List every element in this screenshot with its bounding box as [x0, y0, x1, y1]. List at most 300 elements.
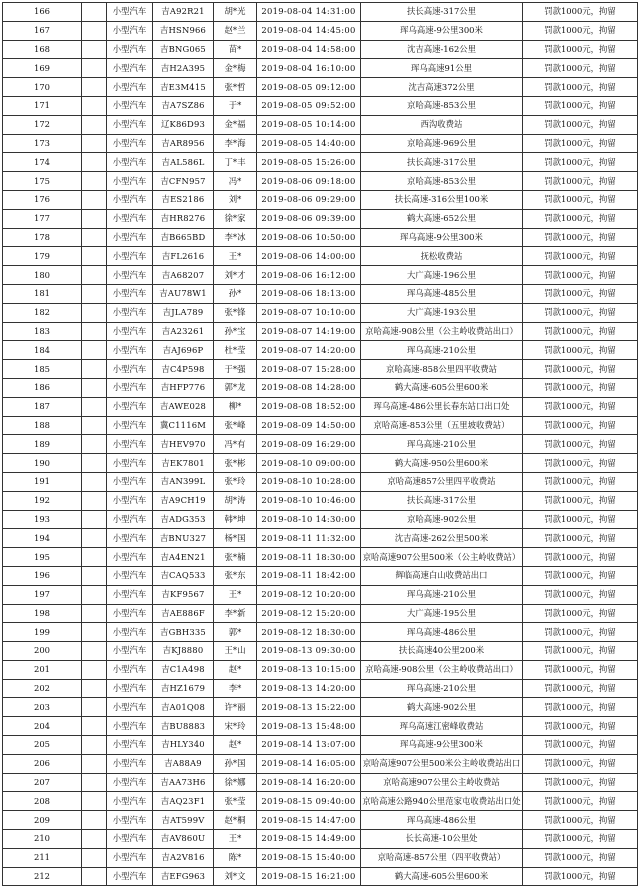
vehicle-type: 小型汽车 — [107, 491, 153, 510]
row-number: 177 — [3, 209, 82, 228]
table-row — [3, 378, 638, 397]
plate-number: 吉HEV970 — [153, 435, 214, 454]
violation-location: 京哈高速907公里500米（公主岭收费站） — [361, 548, 523, 567]
row-number: 185 — [3, 360, 82, 379]
violation-time: 2019-08-11 11:32:00 — [257, 529, 361, 548]
penalty: 罚款1000元，拘留 — [523, 341, 638, 360]
row-number: 182 — [3, 303, 82, 322]
vehicle-type: 小型汽车 — [107, 3, 153, 22]
penalty: 罚款1000元，拘留 — [523, 736, 638, 755]
driver-name: 赵*桐 — [214, 811, 257, 830]
vehicle-type: 小型汽车 — [107, 115, 153, 134]
row-number: 178 — [3, 228, 82, 247]
violation-time: 2019-08-09 16:29:00 — [257, 435, 361, 454]
driver-name: 许*丽 — [214, 698, 257, 717]
violation-time: 2019-08-13 14:20:00 — [257, 679, 361, 698]
violation-time: 2019-08-08 18:52:00 — [257, 397, 361, 416]
plate-number: 吉E3M415 — [153, 78, 214, 97]
vehicle-type: 小型汽车 — [107, 454, 153, 473]
violation-location: 珲乌高速-486公里长春东站口出口处 — [361, 397, 523, 416]
blank-cell — [82, 585, 107, 604]
violation-location: 京哈高速公路940公里范家屯收费站出口处 — [361, 792, 523, 811]
driver-name: 于*强 — [214, 360, 257, 379]
penalty: 罚款1000元，拘留 — [523, 510, 638, 529]
penalty: 罚款1000元，拘留 — [523, 698, 638, 717]
blank-cell — [82, 698, 107, 717]
row-number: 203 — [3, 698, 82, 717]
penalty: 罚款1000元，拘留 — [523, 284, 638, 303]
table-row — [3, 679, 638, 698]
penalty: 罚款1000元，拘留 — [523, 172, 638, 191]
driver-name: 刘* — [214, 190, 257, 209]
row-number: 180 — [3, 266, 82, 285]
table-row — [3, 773, 638, 792]
penalty: 罚款1000元，拘留 — [523, 416, 638, 435]
violation-location: 珲乌高速-210公里 — [361, 435, 523, 454]
violation-time: 2019-08-06 18:13:00 — [257, 284, 361, 303]
table-row — [3, 848, 638, 867]
plate-number: 吉AT599V — [153, 811, 214, 830]
penalty: 罚款1000元，拘留 — [523, 679, 638, 698]
violation-location: 京哈高速-853公里（五里坡收费站） — [361, 416, 523, 435]
vehicle-type: 小型汽车 — [107, 416, 153, 435]
row-number: 190 — [3, 454, 82, 473]
plate-number: 吉KJ8880 — [153, 642, 214, 661]
violation-location: 京哈高速-853公里 — [361, 172, 523, 191]
table-row — [3, 59, 638, 78]
penalty: 罚款1000元，拘留 — [523, 717, 638, 736]
penalty: 罚款1000元，拘留 — [523, 266, 638, 285]
row-number: 202 — [3, 679, 82, 698]
blank-cell — [82, 642, 107, 661]
blank-cell — [82, 623, 107, 642]
vehicle-type: 小型汽车 — [107, 529, 153, 548]
penalty: 罚款1000元，拘留 — [523, 623, 638, 642]
penalty: 罚款1000元，拘留 — [523, 134, 638, 153]
vehicle-type: 小型汽车 — [107, 247, 153, 266]
violation-time: 2019-08-14 16:05:00 — [257, 754, 361, 773]
driver-name: 丁*丰 — [214, 153, 257, 172]
violation-time: 2019-08-14 13:07:00 — [257, 736, 361, 755]
plate-number: 吉BU8883 — [153, 717, 214, 736]
violation-time: 2019-08-15 09:40:00 — [257, 792, 361, 811]
vehicle-type: 小型汽车 — [107, 378, 153, 397]
blank-cell — [82, 134, 107, 153]
row-number: 168 — [3, 40, 82, 59]
row-number: 175 — [3, 172, 82, 191]
plate-number: 吉EFG963 — [153, 867, 214, 886]
violation-time: 2019-08-05 09:52:00 — [257, 96, 361, 115]
penalty: 罚款1000元，拘留 — [523, 585, 638, 604]
violation-time: 2019-08-05 09:12:00 — [257, 78, 361, 97]
penalty: 罚款1000元，拘留 — [523, 96, 638, 115]
row-number: 206 — [3, 754, 82, 773]
violation-location: 扶长高速-317公里 — [361, 153, 523, 172]
row-number: 210 — [3, 830, 82, 849]
blank-cell — [82, 454, 107, 473]
vehicle-type: 小型汽车 — [107, 435, 153, 454]
plate-number: 吉AN399L — [153, 472, 214, 491]
violation-time: 2019-08-12 18:30:00 — [257, 623, 361, 642]
plate-number: 冀C1116M — [153, 416, 214, 435]
plate-number: 吉C4P598 — [153, 360, 214, 379]
table-row — [3, 623, 638, 642]
plate-number: 吉EK7801 — [153, 454, 214, 473]
violation-location: 珲乌高速-9公里300米 — [361, 21, 523, 40]
violation-time: 2019-08-11 18:42:00 — [257, 566, 361, 585]
blank-cell — [82, 491, 107, 510]
penalty: 罚款1000元，拘留 — [523, 754, 638, 773]
blank-cell — [82, 848, 107, 867]
plate-number: 吉A68207 — [153, 266, 214, 285]
vehicle-type: 小型汽车 — [107, 867, 153, 886]
blank-cell — [82, 59, 107, 78]
table-row — [3, 115, 638, 134]
violation-time: 2019-08-10 09:00:00 — [257, 454, 361, 473]
row-number: 194 — [3, 529, 82, 548]
driver-name: 金*福 — [214, 115, 257, 134]
table-row — [3, 736, 638, 755]
blank-cell — [82, 566, 107, 585]
penalty: 罚款1000元，拘留 — [523, 247, 638, 266]
table-row — [3, 529, 638, 548]
blank-cell — [82, 209, 107, 228]
vehicle-type: 小型汽车 — [107, 153, 153, 172]
row-number: 209 — [3, 811, 82, 830]
violation-location: 辉临高速白山收费站出口 — [361, 566, 523, 585]
table-row — [3, 247, 638, 266]
penalty: 罚款1000元，拘留 — [523, 773, 638, 792]
penalty: 罚款1000元，拘留 — [523, 604, 638, 623]
plate-number: 吉C1A498 — [153, 660, 214, 679]
blank-cell — [82, 679, 107, 698]
plate-number: 吉AJ696P — [153, 341, 214, 360]
row-number: 198 — [3, 604, 82, 623]
plate-number: 吉A92R21 — [153, 3, 214, 22]
blank-cell — [82, 548, 107, 567]
driver-name: 赵*兰 — [214, 21, 257, 40]
blank-cell — [82, 773, 107, 792]
table-row — [3, 566, 638, 585]
table-row — [3, 642, 638, 661]
row-number: 199 — [3, 623, 82, 642]
blank-cell — [82, 792, 107, 811]
violation-time: 2019-08-04 16:10:00 — [257, 59, 361, 78]
row-number: 172 — [3, 115, 82, 134]
plate-number: 吉AU78W1 — [153, 284, 214, 303]
row-number: 204 — [3, 717, 82, 736]
vehicle-type: 小型汽车 — [107, 623, 153, 642]
plate-number: 吉A7SZ86 — [153, 96, 214, 115]
penalty: 罚款1000元，拘留 — [523, 21, 638, 40]
blank-cell — [82, 510, 107, 529]
driver-name: 张*峰 — [214, 416, 257, 435]
driver-name: 冯* — [214, 172, 257, 191]
violation-location: 京哈高速-908公里（公主岭收费站出口） — [361, 660, 523, 679]
penalty: 罚款1000元，拘留 — [523, 378, 638, 397]
row-number: 205 — [3, 736, 82, 755]
row-number: 170 — [3, 78, 82, 97]
violation-location: 抚松收费站 — [361, 247, 523, 266]
vehicle-type: 小型汽车 — [107, 21, 153, 40]
violation-time: 2019-08-04 14:45:00 — [257, 21, 361, 40]
blank-cell — [82, 529, 107, 548]
driver-name: 王* — [214, 585, 257, 604]
violation-time: 2019-08-05 14:40:00 — [257, 134, 361, 153]
row-number: 197 — [3, 585, 82, 604]
plate-number: 辽K86D93 — [153, 115, 214, 134]
vehicle-type: 小型汽车 — [107, 604, 153, 623]
row-number: 181 — [3, 284, 82, 303]
vehicle-type: 小型汽车 — [107, 266, 153, 285]
driver-name: 宋*玲 — [214, 717, 257, 736]
penalty: 罚款1000元，拘留 — [523, 360, 638, 379]
penalty: 罚款1000元，拘留 — [523, 811, 638, 830]
driver-name: 金*梅 — [214, 59, 257, 78]
blank-cell — [82, 660, 107, 679]
violation-location: 京哈高速-902公里 — [361, 510, 523, 529]
penalty: 罚款1000元，拘留 — [523, 454, 638, 473]
table-row — [3, 435, 638, 454]
blank-cell — [82, 416, 107, 435]
violation-location: 京哈高速-857公里（四平收费站） — [361, 848, 523, 867]
row-number: 176 — [3, 190, 82, 209]
vehicle-type: 小型汽车 — [107, 754, 153, 773]
violation-location: 沈吉高速372公里 — [361, 78, 523, 97]
row-number: 187 — [3, 397, 82, 416]
violation-time: 2019-08-09 14:50:00 — [257, 416, 361, 435]
vehicle-type: 小型汽车 — [107, 78, 153, 97]
penalty: 罚款1000元，拘留 — [523, 848, 638, 867]
violation-location: 京哈高速-858公里四平收费站 — [361, 360, 523, 379]
table-row — [3, 698, 638, 717]
row-number: 201 — [3, 660, 82, 679]
violation-location: 珲乌高速-210公里 — [361, 341, 523, 360]
row-number: 167 — [3, 21, 82, 40]
blank-cell — [82, 472, 107, 491]
violation-location: 扶长高速-317公里 — [361, 3, 523, 22]
plate-number: 吉HFP776 — [153, 378, 214, 397]
blank-cell — [82, 153, 107, 172]
driver-name: 苗* — [214, 40, 257, 59]
plate-number: 吉A23261 — [153, 322, 214, 341]
violation-time: 2019-08-13 15:22:00 — [257, 698, 361, 717]
table-row — [3, 153, 638, 172]
driver-name: 韩*坤 — [214, 510, 257, 529]
violation-time: 2019-08-14 16:20:00 — [257, 773, 361, 792]
plate-number: 吉A4EN21 — [153, 548, 214, 567]
violation-time: 2019-08-11 18:30:00 — [257, 548, 361, 567]
penalty: 罚款1000元，拘留 — [523, 491, 638, 510]
violation-location: 京哈高速-969公里 — [361, 134, 523, 153]
row-number: 179 — [3, 247, 82, 266]
violation-time: 2019-08-10 10:28:00 — [257, 472, 361, 491]
row-number: 211 — [3, 848, 82, 867]
violation-location: 京哈高速-908公里（公主岭收费站出口） — [361, 322, 523, 341]
violation-location: 珲乌高速-210公里 — [361, 585, 523, 604]
driver-name: 刘*才 — [214, 266, 257, 285]
blank-cell — [82, 378, 107, 397]
violation-time: 2019-08-08 14:28:00 — [257, 378, 361, 397]
violation-location: 珲乌高速-486公里 — [361, 811, 523, 830]
vehicle-type: 小型汽车 — [107, 341, 153, 360]
row-number: 200 — [3, 642, 82, 661]
violation-time: 2019-08-06 09:18:00 — [257, 172, 361, 191]
row-number: 169 — [3, 59, 82, 78]
violation-location: 珲乌高速-9公里300米 — [361, 736, 523, 755]
vehicle-type: 小型汽车 — [107, 585, 153, 604]
row-number: 189 — [3, 435, 82, 454]
vehicle-type: 小型汽车 — [107, 303, 153, 322]
row-number: 212 — [3, 867, 82, 886]
driver-name: 李*海 — [214, 134, 257, 153]
driver-name: 孙*国 — [214, 754, 257, 773]
violation-time: 2019-08-13 10:15:00 — [257, 660, 361, 679]
row-number: 186 — [3, 378, 82, 397]
penalty: 罚款1000元，拘留 — [523, 472, 638, 491]
vehicle-type: 小型汽车 — [107, 848, 153, 867]
violation-location: 珲乌高速91公里 — [361, 59, 523, 78]
table-row — [3, 792, 638, 811]
table-row — [3, 830, 638, 849]
violation-location: 鹤大高速-902公里 — [361, 698, 523, 717]
penalty: 罚款1000元，拘留 — [523, 3, 638, 22]
blank-cell — [82, 78, 107, 97]
violation-location: 扶长高速40公里200米 — [361, 642, 523, 661]
blank-cell — [82, 604, 107, 623]
plate-number: 吉HZ1679 — [153, 679, 214, 698]
table-row — [3, 96, 638, 115]
table-row — [3, 172, 638, 191]
blank-cell — [82, 435, 107, 454]
driver-name: 李*冰 — [214, 228, 257, 247]
table-row — [3, 360, 638, 379]
table-row — [3, 754, 638, 773]
row-number: 174 — [3, 153, 82, 172]
penalty: 罚款1000元，拘留 — [523, 792, 638, 811]
table-row — [3, 228, 638, 247]
penalty: 罚款1000元，拘留 — [523, 209, 638, 228]
blank-cell — [82, 811, 107, 830]
driver-name: 张*莹 — [214, 792, 257, 811]
plate-number: 吉JLA789 — [153, 303, 214, 322]
vehicle-type: 小型汽车 — [107, 548, 153, 567]
blank-cell — [82, 40, 107, 59]
violation-location: 大广高速-193公里 — [361, 303, 523, 322]
row-number: 195 — [3, 548, 82, 567]
plate-number: 吉BNU327 — [153, 529, 214, 548]
violation-location: 京哈高速907公里500米公主岭收费站出口 — [361, 754, 523, 773]
penalty: 罚款1000元，拘留 — [523, 830, 638, 849]
vehicle-type: 小型汽车 — [107, 811, 153, 830]
driver-name: 张*东 — [214, 566, 257, 585]
violation-time: 2019-08-05 15:26:00 — [257, 153, 361, 172]
vehicle-type: 小型汽车 — [107, 717, 153, 736]
violation-location: 京哈高速907公里公主岭收费站 — [361, 773, 523, 792]
driver-name: 赵* — [214, 736, 257, 755]
vehicle-type: 小型汽车 — [107, 228, 153, 247]
plate-number: 吉AA73H6 — [153, 773, 214, 792]
violation-location: 大广高速-196公里 — [361, 266, 523, 285]
violation-location: 鹤大高速-605公里600米 — [361, 867, 523, 886]
table-row — [3, 717, 638, 736]
violation-location: 沈吉高速-162公里 — [361, 40, 523, 59]
vehicle-type: 小型汽车 — [107, 736, 153, 755]
table-row — [3, 472, 638, 491]
blank-cell — [82, 3, 107, 22]
vehicle-type: 小型汽车 — [107, 698, 153, 717]
penalty: 罚款1000元，拘留 — [523, 548, 638, 567]
table-row — [3, 454, 638, 473]
violation-location: 珲乌高速江密峰收费站 — [361, 717, 523, 736]
row-number: 207 — [3, 773, 82, 792]
vehicle-type: 小型汽车 — [107, 190, 153, 209]
table-row — [3, 397, 638, 416]
plate-number: 吉H2A395 — [153, 59, 214, 78]
table-row — [3, 660, 638, 679]
violation-time: 2019-08-04 14:31:00 — [257, 3, 361, 22]
table-row — [3, 209, 638, 228]
driver-name: 胡*涛 — [214, 491, 257, 510]
row-number: 184 — [3, 341, 82, 360]
penalty: 罚款1000元，拘留 — [523, 566, 638, 585]
violation-location: 珲乌高速-486公里 — [361, 623, 523, 642]
violation-time: 2019-08-06 09:29:00 — [257, 190, 361, 209]
table-row — [3, 40, 638, 59]
row-number: 193 — [3, 510, 82, 529]
blank-cell — [82, 172, 107, 191]
table-row — [3, 811, 638, 830]
row-number: 173 — [3, 134, 82, 153]
driver-name: 张*楠 — [214, 548, 257, 567]
table-row — [3, 416, 638, 435]
violation-time: 2019-08-12 15:20:00 — [257, 604, 361, 623]
driver-name: 徐*家 — [214, 209, 257, 228]
violation-time: 2019-08-06 10:50:00 — [257, 228, 361, 247]
violation-location: 扶长高速-317公里 — [361, 491, 523, 510]
vehicle-type: 小型汽车 — [107, 679, 153, 698]
driver-name: 陈* — [214, 848, 257, 867]
driver-name: 柳* — [214, 397, 257, 416]
vehicle-type: 小型汽车 — [107, 172, 153, 191]
vehicle-type: 小型汽车 — [107, 40, 153, 59]
plate-number: 吉A88A9 — [153, 754, 214, 773]
driver-name: 郭* — [214, 623, 257, 642]
penalty: 罚款1000元，拘留 — [523, 867, 638, 886]
blank-cell — [82, 266, 107, 285]
vehicle-type: 小型汽车 — [107, 397, 153, 416]
plate-number: 吉CAQ533 — [153, 566, 214, 585]
plate-number: 吉GBH335 — [153, 623, 214, 642]
penalty: 罚款1000元，拘留 — [523, 115, 638, 134]
penalty: 罚款1000元，拘留 — [523, 397, 638, 416]
row-number: 208 — [3, 792, 82, 811]
driver-name: 李*新 — [214, 604, 257, 623]
violation-location: 鹤大高速-652公里 — [361, 209, 523, 228]
vehicle-type: 小型汽车 — [107, 642, 153, 661]
penalty: 罚款1000元，拘留 — [523, 78, 638, 97]
penalty: 罚款1000元，拘留 — [523, 59, 638, 78]
table-row — [3, 3, 638, 22]
plate-number: 吉A9CH19 — [153, 491, 214, 510]
blank-cell — [82, 360, 107, 379]
violation-time: 2019-08-05 10:14:00 — [257, 115, 361, 134]
violation-location: 珲乌高速-210公里 — [361, 679, 523, 698]
plate-number: 吉AQ23F1 — [153, 792, 214, 811]
blank-cell — [82, 830, 107, 849]
violation-time: 2019-08-13 15:48:00 — [257, 717, 361, 736]
penalty: 罚款1000元，拘留 — [523, 435, 638, 454]
